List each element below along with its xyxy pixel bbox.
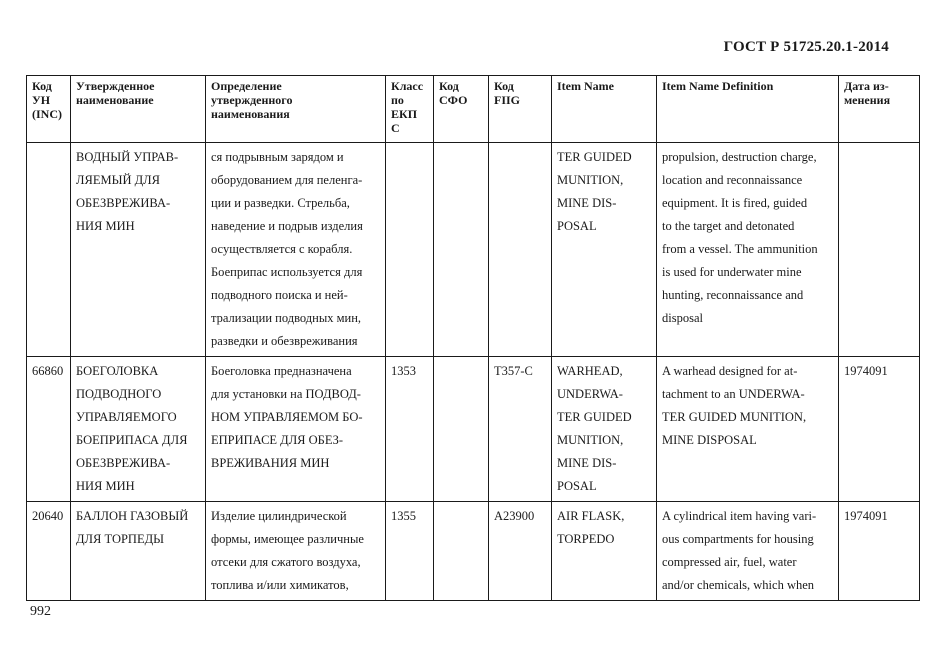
cell-class: 1353	[386, 357, 434, 502]
header-item-name: Item Name	[552, 76, 657, 143]
cell-inc	[27, 143, 71, 357]
header-date: Дата из- менения	[839, 76, 920, 143]
cell-sfo	[434, 143, 489, 357]
header-inc: Код УН (INC)	[27, 76, 71, 143]
cell-item-definition: propulsion, destruction charge, location and reconnaissance equipment. It is fired, guided to the target and detonated from a vessel. The ammunition is used for underwater mine hunting, reconnaissance and disposal	[657, 143, 839, 357]
table-row	[27, 357, 920, 502]
cell-inc: 66860	[27, 357, 71, 502]
header-class: Класс по ЕКП С	[386, 76, 434, 143]
cell-item-definition: A cylindrical item having vari- ous compartments for housing compressed air, fuel, water and/or chemicals, which when	[657, 502, 839, 601]
cell-fiig	[489, 143, 552, 357]
cell-date	[839, 143, 920, 357]
cell-date: 1974091	[839, 357, 920, 502]
cell-item-definition: A warhead designed for at- tachment to an UNDERWA- TER GUIDED MUNITION, MINE DISPOSAL	[657, 357, 839, 502]
header-sfo: Код СФО	[434, 76, 489, 143]
header-approved-name: Утвержденное наименование	[71, 76, 206, 143]
page-number: 992	[30, 604, 51, 619]
cell-fiig: T357-C	[489, 357, 552, 502]
cell-sfo	[434, 502, 489, 601]
table-row	[27, 502, 920, 601]
table-row	[27, 143, 920, 357]
cell-inc: 20640	[27, 502, 71, 601]
document-code: ГОСТ Р 51725.20.1-2014	[723, 39, 889, 55]
cell-sfo	[434, 357, 489, 502]
cell-date: 1974091	[839, 502, 920, 601]
cell-class: 1355	[386, 502, 434, 601]
cell-item-name: WARHEAD, UNDERWA- TER GUIDED MUNITION, MINE DIS- POSAL	[552, 357, 657, 502]
inc-table	[26, 75, 920, 601]
cell-item-name: AIR FLASK, TORPEDO	[552, 502, 657, 601]
cell-class	[386, 143, 434, 357]
header-definition: Определение утвержденного наименования	[206, 76, 386, 143]
header-item-definition: Item Name Definition	[657, 76, 839, 143]
cell-approved-name: БАЛЛОН ГАЗОВЫЙ ДЛЯ ТОРПЕДЫ	[71, 502, 206, 601]
cell-definition: Боеголовка предназначена для установки на ПОДВОД- НОМ УПРАВЛЯЕМОМ БО- ЕПРИПАСЕ ДЛЯ ОБЕЗ- ВРЕЖИВАНИЯ МИН	[206, 357, 386, 502]
header-fiig: Код FIIG	[489, 76, 552, 143]
cell-approved-name: ВОДНЫЙ УПРАВ- ЛЯЕМЫЙ ДЛЯ ОБЕЗВРЕЖИВА- НИЯ МИН	[71, 143, 206, 357]
cell-definition: ся подрывным зарядом и оборудованием для пеленга- ции и разведки. Стрельба, наведение и подрыв изделия осуществляется с корабля. Боеприпас используется для подводного поиска и ней- трализации подводных мин, разведки и обезвреживания	[206, 143, 386, 357]
cell-item-name: TER GUIDED MUNITION, MINE DIS- POSAL	[552, 143, 657, 357]
cell-definition: Изделие цилиндрической формы, имеющее различные отсеки для сжатого воздуха, топлива и/или химикатов,	[206, 502, 386, 601]
table-header-row	[27, 76, 920, 143]
cell-approved-name: БОЕГОЛОВКА ПОДВОДНОГО УПРАВЛЯЕМОГО БОЕПРИПАСА ДЛЯ ОБЕЗВРЕЖИВА- НИЯ МИН	[71, 357, 206, 502]
cell-fiig: A23900	[489, 502, 552, 601]
